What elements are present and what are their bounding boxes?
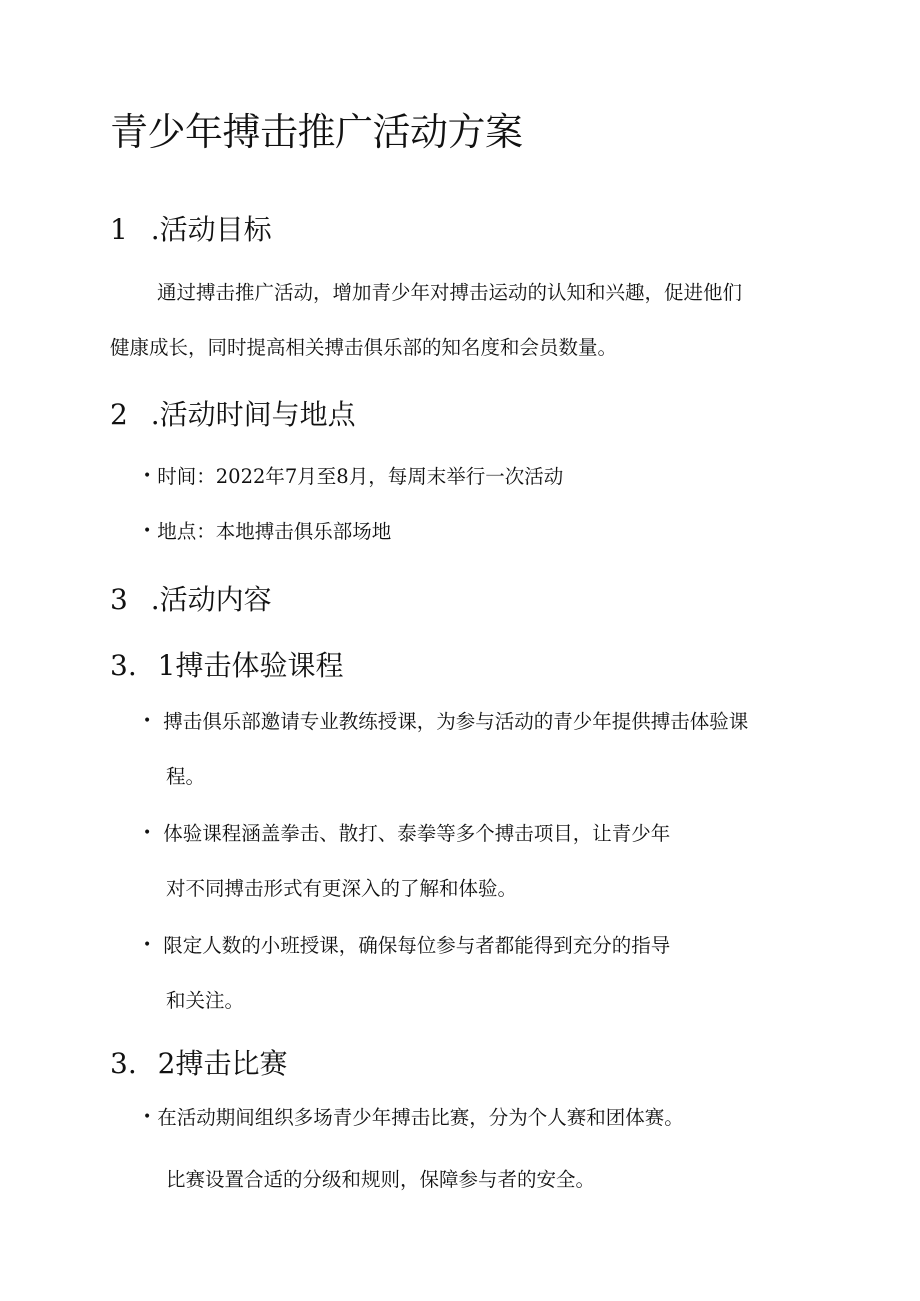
paragraph-line: 比赛设置合适的分级和规则，保障参与者的安全。: [166, 1168, 596, 1191]
list-item-text: 地点：本地搏击俱乐部场地: [157, 520, 392, 543]
list-item: [143, 930, 670, 961]
section-heading-number: 3.: [110, 1047, 137, 1080]
section-heading-number: 3.: [110, 649, 137, 682]
bullet-icon: •: [143, 468, 152, 484]
section-heading-text: .活动时间与地点: [150, 398, 356, 431]
section-heading-text: .活动内容: [150, 583, 272, 616]
list-item: [143, 818, 670, 849]
list-item-text: 体验课程涵盖拳击、散打、泰拳等多个搏击项目，让青少年: [163, 822, 671, 845]
section-heading-number: 1: [110, 213, 128, 246]
bullet-icon: •: [143, 825, 152, 841]
list-item-continuation: 和关注。: [166, 989, 245, 1012]
list-item: [143, 516, 391, 547]
bullet-icon: •: [143, 523, 152, 539]
list-item-text: 时间：2022年7月至8月，每周末举行一次活动: [157, 465, 564, 488]
section-heading-3: [110, 580, 272, 620]
section-heading-3-1: [110, 646, 343, 686]
section-heading-number: 3: [110, 583, 128, 616]
list-item: [143, 706, 748, 737]
section-heading-text: 1搏击体验课程: [157, 649, 344, 682]
bullet-icon: •: [143, 1109, 152, 1125]
bullet-icon: •: [143, 937, 152, 953]
section-heading-text: .活动目标: [150, 213, 272, 246]
section-heading-1: [110, 210, 272, 250]
section-heading-text: 2搏击比赛: [157, 1047, 288, 1080]
paragraph-line: 通过搏击推广活动，增加青少年对搏击运动的认知和兴趣，促进他们: [157, 281, 743, 304]
paragraph-line: 健康成长，同时提高相关搏击俱乐部的知名度和会员数量。: [110, 336, 618, 359]
list-item: [143, 1102, 684, 1133]
list-item: [143, 461, 563, 492]
list-item-text: 限定人数的小班授课，确保每位参与者都能得到充分的指导: [163, 934, 671, 957]
list-item-continuation: 程。: [166, 765, 206, 788]
section-heading-2: [110, 395, 356, 435]
list-item-continuation: 对不同搏击形式有更深入的了解和体验。: [166, 877, 518, 900]
bullet-icon: •: [143, 713, 152, 729]
list-item-text: 在活动期间组织多场青少年搏击比赛，分为个人赛和团体赛。: [157, 1106, 684, 1129]
list-item-text: 搏击俱乐部邀请专业教练授课，为参与活动的青少年提供搏击体验课: [163, 710, 749, 733]
page-title: 青少年搏击推广活动方案: [110, 110, 523, 154]
section-heading-number: 2: [110, 398, 128, 431]
section-heading-3-2: [110, 1044, 287, 1084]
